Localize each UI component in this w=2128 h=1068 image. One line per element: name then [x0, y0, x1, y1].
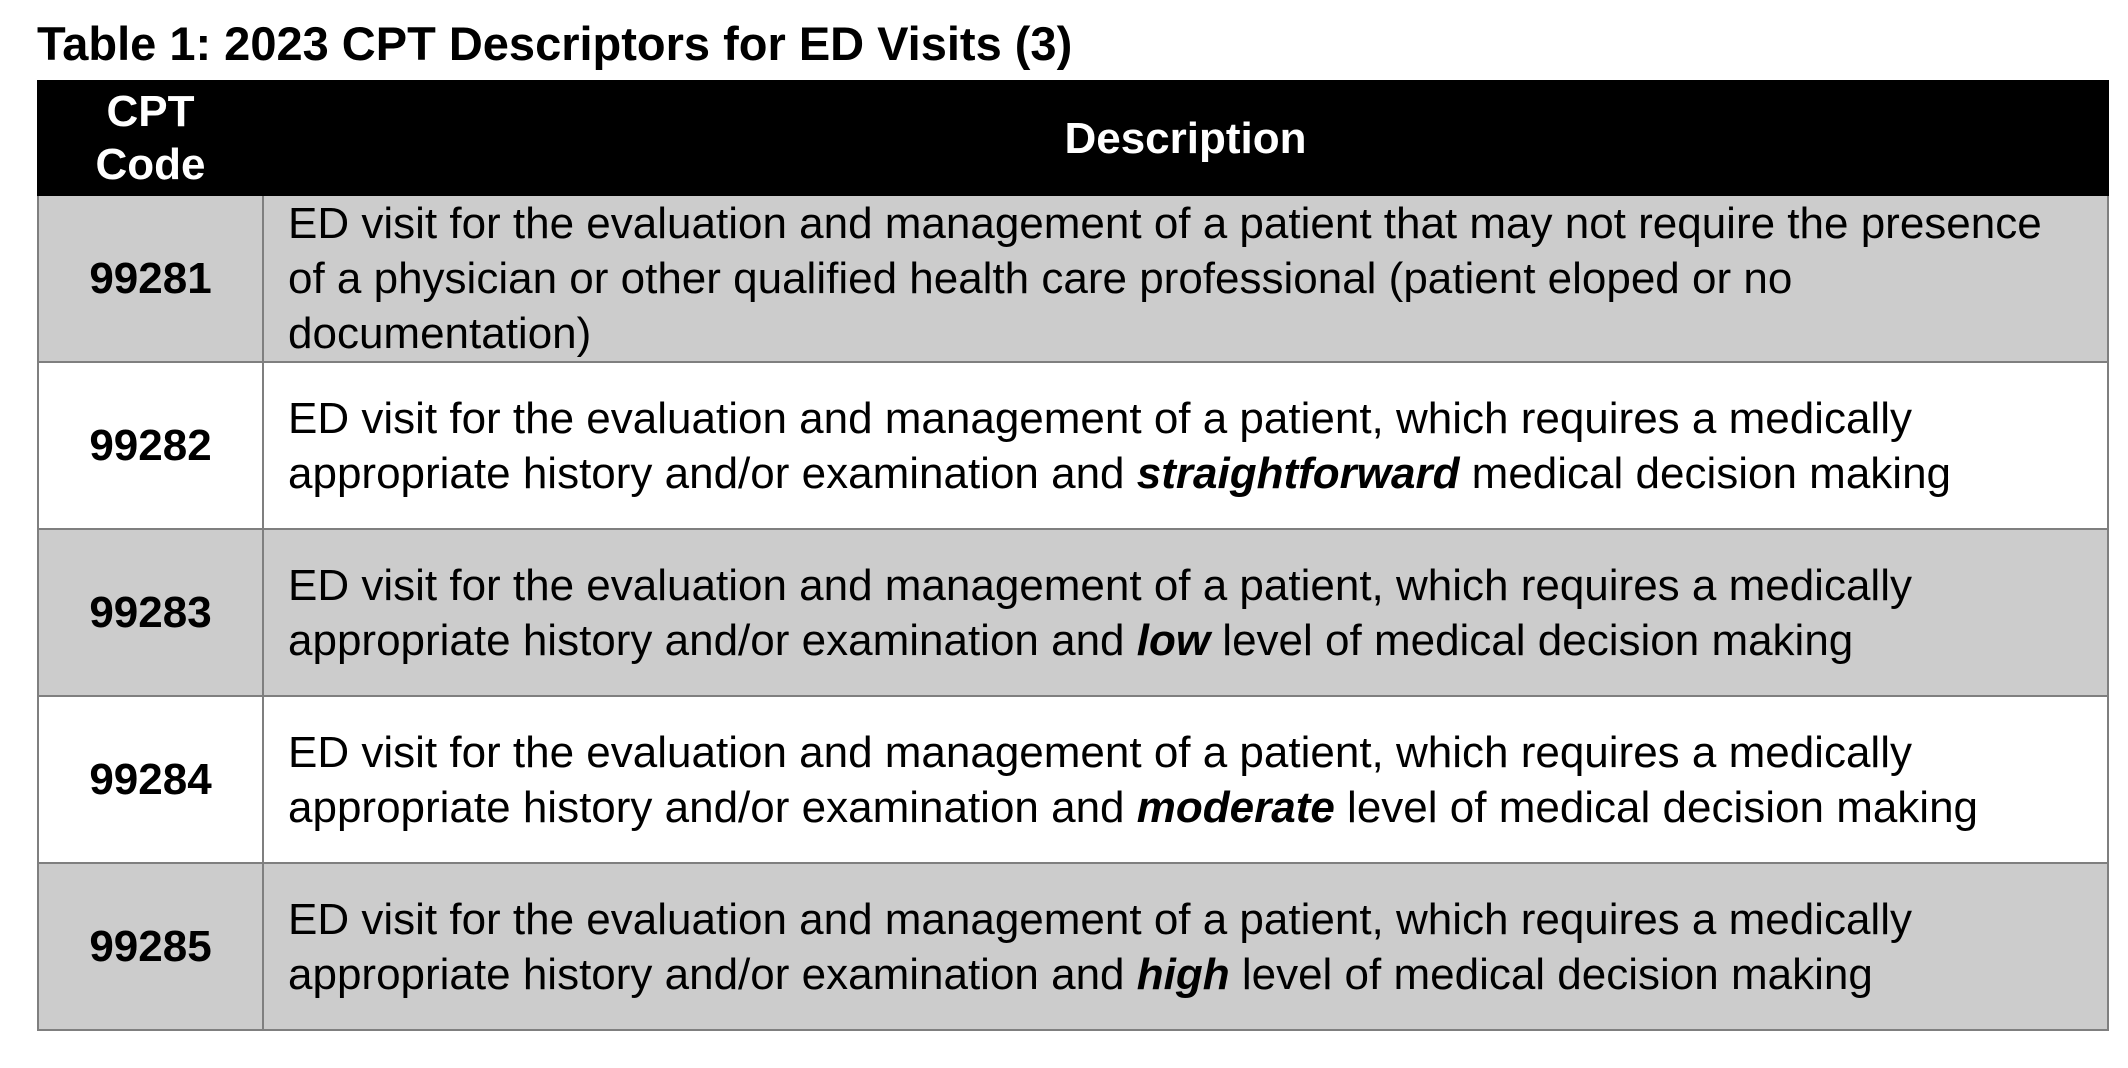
table-row — [38, 529, 2108, 696]
description-cell — [263, 863, 2108, 1030]
description-text-end: level of medical decision making — [1229, 949, 1873, 999]
description-text: ED visit for the evaluation and management of a patient, which requires a medically appropriate history and/or examination and — [288, 894, 1912, 999]
mdm-level-emphasis: high — [1136, 949, 1230, 999]
mdm-level-emphasis: low — [1136, 615, 1211, 665]
header-description: Description — [263, 81, 2108, 195]
header-cpt-code-line1: CPT — [106, 87, 195, 136]
mdm-level-emphasis: straightforward — [1136, 448, 1460, 498]
table-caption: Table 1: 2023 CPT Descriptors for ED Visits (3) — [37, 17, 1073, 70]
table-row — [38, 863, 2108, 1030]
header-cpt-code-line2: Code — [95, 140, 206, 189]
header-cpt-code — [38, 81, 263, 195]
mdm-level-emphasis: moderate — [1136, 782, 1335, 832]
table-row — [38, 362, 2108, 529]
cpt-code-cell: 99283 — [38, 529, 263, 696]
cpt-code-cell: 99282 — [38, 362, 263, 529]
description-cell — [263, 362, 2108, 529]
description-text: ED visit for the evaluation and management of a patient that may not require the presence of a physician or other qualified health care professional (patient eloped or no documentation) — [288, 199, 2042, 358]
table-row — [38, 195, 2108, 362]
description-text: ED visit for the evaluation and management of a patient, which requires a medically appropriate history and/or examination and — [288, 393, 1912, 498]
description-text-end: medical decision making — [1459, 448, 1952, 498]
description-text-end: level of medical decision making — [1334, 782, 1979, 832]
description-cell — [263, 195, 2108, 362]
cpt-code-cell: 99285 — [38, 863, 263, 1030]
cpt-code-cell: 99284 — [38, 696, 263, 863]
cpt-code-cell: 99281 — [38, 195, 263, 362]
cpt-descriptors-table — [37, 80, 2109, 1031]
description-text: ED visit for the evaluation and management of a patient, which requires a medically appropriate history and/or examination and — [288, 560, 1912, 665]
table-row — [38, 696, 2108, 863]
description-text-end: level of medical decision making — [1210, 615, 1854, 665]
description-text: ED visit for the evaluation and management of a patient, which requires a medically appropriate history and/or examination and — [288, 727, 1912, 832]
table-header-row — [38, 81, 2108, 195]
description-cell — [263, 696, 2108, 863]
description-cell — [263, 529, 2108, 696]
